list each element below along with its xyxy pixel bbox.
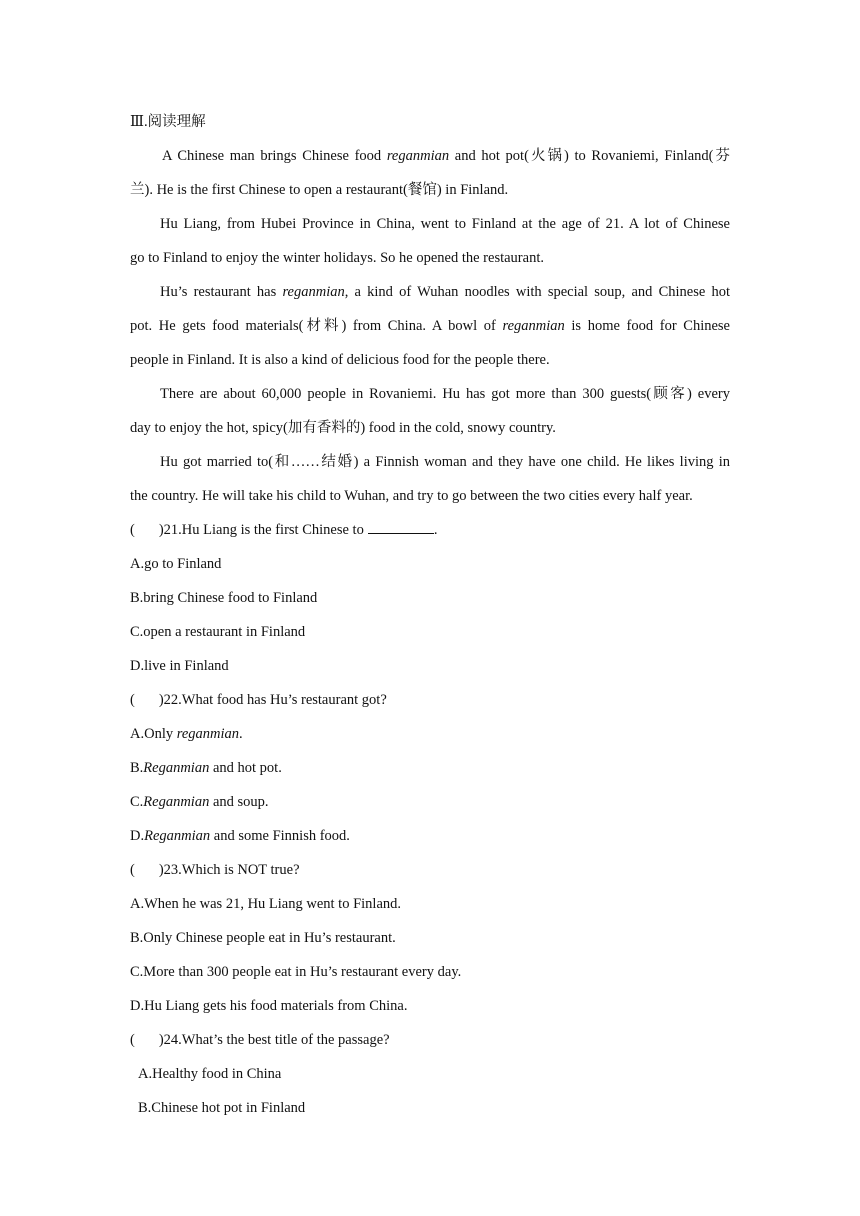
- passage-p3-line2: pot. He gets food materials(材料) from China. A bowl of reganmian is home food for Chinese: [130, 318, 730, 334]
- option-24-b: B.Chinese hot pot in Finland: [138, 1100, 306, 1116]
- section-title: Ⅲ.阅读理解: [130, 114, 206, 130]
- passage-p4-line1: There are about 60,000 people in Rovaniemi. Hu has got more than 300 guests(顾客) every: [160, 386, 730, 402]
- question-24-stem: ( )24.What’s the best title of the passage?: [130, 1032, 390, 1048]
- passage-p5-line2: the country. He will take his child to Wuhan, and try to go between the two cities every half year.: [130, 488, 693, 504]
- passage-p4-line2: day to enjoy the hot, spicy(加有香料的) food in the cold, snowy country.: [130, 420, 556, 436]
- option-21-c: C.open a restaurant in Finland: [130, 624, 306, 640]
- option-23-a: A.When he was 21, Hu Liang went to Finland.: [130, 896, 402, 912]
- passage-p1-line1: A Chinese man brings Chinese food reganmian and hot pot(火锅) to Rovaniemi, Finland(芬: [162, 148, 730, 164]
- option-22-d: D.Reganmian and some Finnish food.: [130, 828, 350, 844]
- option-24-a: A.Healthy food in China: [138, 1066, 282, 1082]
- passage-p5-line1: Hu got married to(和……结婚) a Finnish woman and they have one child. He likes living in: [160, 454, 730, 470]
- option-22-a: A.Only reganmian.: [130, 726, 243, 742]
- option-21-a: A.go to Finland: [130, 556, 222, 572]
- option-23-c: C.More than 300 people eat in Hu’s restaurant every day.: [130, 964, 462, 980]
- option-22-c: C.Reganmian and soup.: [130, 794, 269, 810]
- passage-p2-line1: Hu Liang, from Hubei Province in China, went to Finland at the age of 21. A lot of Chinese: [160, 216, 730, 232]
- question-22-stem: ( )22.What food has Hu’s restaurant got?: [130, 692, 387, 708]
- question-21-stem: ( )21.Hu Liang is the first Chinese to .: [130, 522, 438, 538]
- passage-p2-line2: go to Finland to enjoy the winter holidays. So he opened the restaurant.: [130, 250, 544, 266]
- option-22-b: B.Reganmian and hot pot.: [130, 760, 282, 776]
- passage-p1-line2: 兰). He is the first Chinese to open a restaurant(餐馆) in Finland.: [130, 182, 509, 198]
- fill-blank-21: [368, 521, 434, 534]
- option-21-d: D.live in Finland: [130, 658, 229, 674]
- question-23-stem: ( )23.Which is NOT true?: [130, 862, 300, 878]
- passage-p3-line1: Hu’s restaurant has reganmian, a kind of Wuhan noodles with special soup, and Chinese hot: [160, 284, 730, 300]
- option-23-d: D.Hu Liang gets his food materials from China.: [130, 998, 408, 1014]
- passage-p3-line3: people in Finland. It is also a kind of delicious food for the people there.: [130, 352, 550, 368]
- option-21-b: B.bring Chinese food to Finland: [130, 590, 318, 606]
- option-23-b: B.Only Chinese people eat in Hu’s restaurant.: [130, 930, 396, 946]
